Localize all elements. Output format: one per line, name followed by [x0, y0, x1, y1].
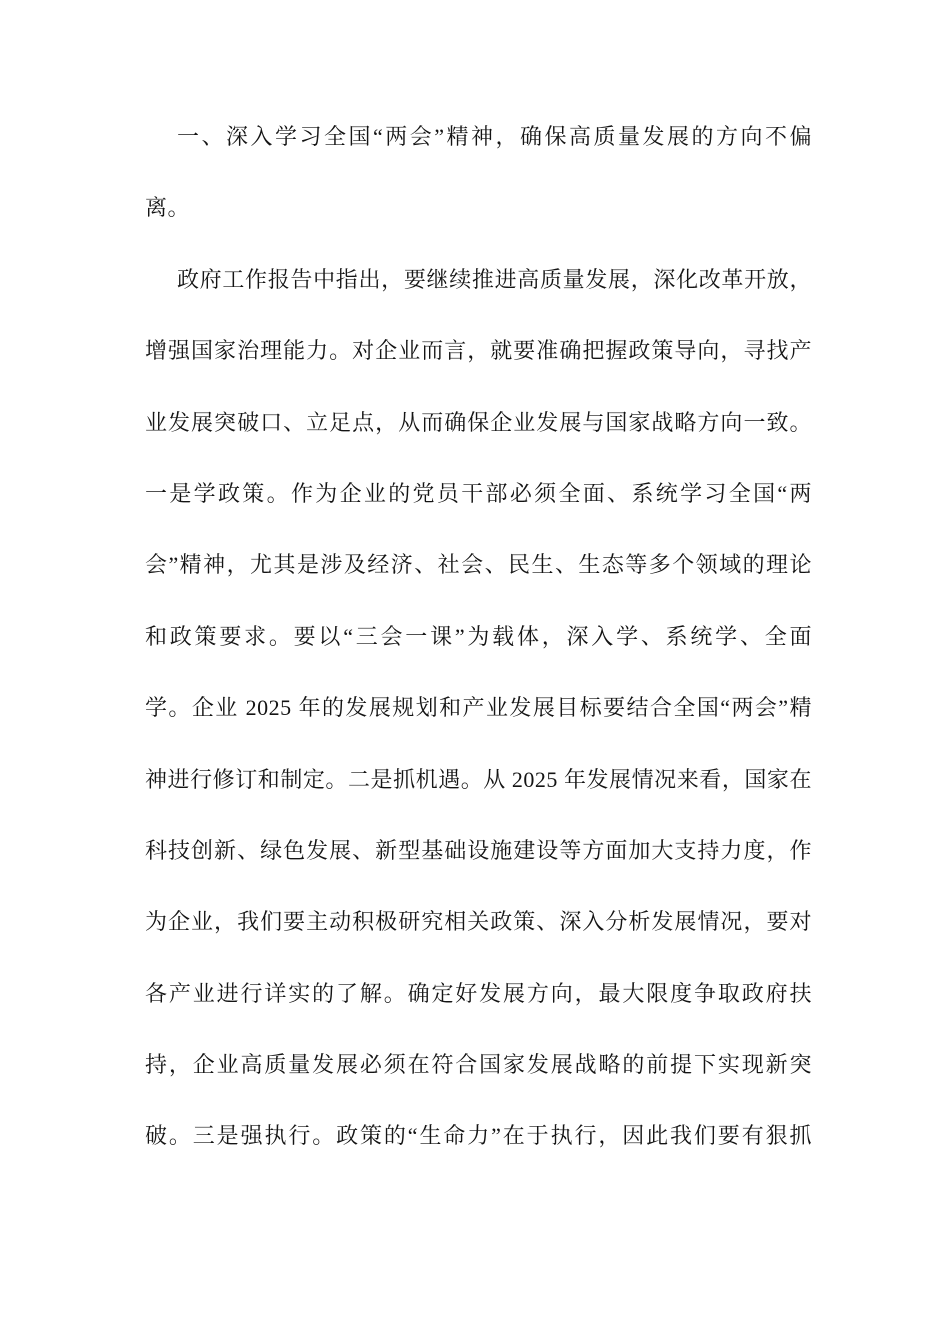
- paragraph-line-12: 持，企业高质量发展必须在符合国家发展战略的前提下实现新突: [145, 1052, 812, 1078]
- paragraph-line-5: 会”精神，尤其是涉及经济、社会、民生、生态等多个领域的理论: [145, 552, 812, 578]
- document-text-body: [145, 101, 812, 1172]
- heading-line-1: 一、深入学习全国“两会”精神，确保高质量发展的方向不偏: [177, 124, 812, 149]
- paragraph-line-13: 破。三是强执行。政策的“生命力”在于执行，因此我们要有狠抓: [145, 1123, 812, 1149]
- paragraph-line-6: 和政策要求。要以“三会一课”为载体，深入学、系统学、全面: [145, 623, 812, 649]
- paragraph-line-4: 一是学政策。作为企业的党员干部必须全面、系统学习全国“两: [145, 480, 812, 506]
- paragraph-line-11: 各产业进行详实的了解。确定好发展方向，最大限度争取政府扶: [145, 980, 812, 1006]
- heading-line-2: 离。: [145, 195, 191, 221]
- paragraph-line-2: 增强国家治理能力。对企业而言，就要准确把握政策导向，寻找产: [145, 338, 812, 364]
- paragraph-line-10: 为企业，我们要主动积极研究相关政策、深入分析发展情况，要对: [145, 909, 812, 935]
- paragraph-line-1: 政府工作报告中指出，要继续推进高质量发展，深化改革开放，: [177, 266, 812, 292]
- paragraph-line-8: 神进行修订和制定。二是抓机遇。从 2025 年发展情况来看，国家在: [145, 766, 812, 792]
- paragraph-line-9: 科技创新、绿色发展、新型基础设施建设等方面加大支持力度，作: [145, 837, 812, 863]
- paragraph-line-7: 学。企业 2025 年的发展规划和产业发展目标要结合全国“两会”精: [145, 695, 812, 721]
- paragraph-line-3: 业发展突破口、立足点，从而确保企业发展与国家战略方向一致。: [145, 409, 812, 435]
